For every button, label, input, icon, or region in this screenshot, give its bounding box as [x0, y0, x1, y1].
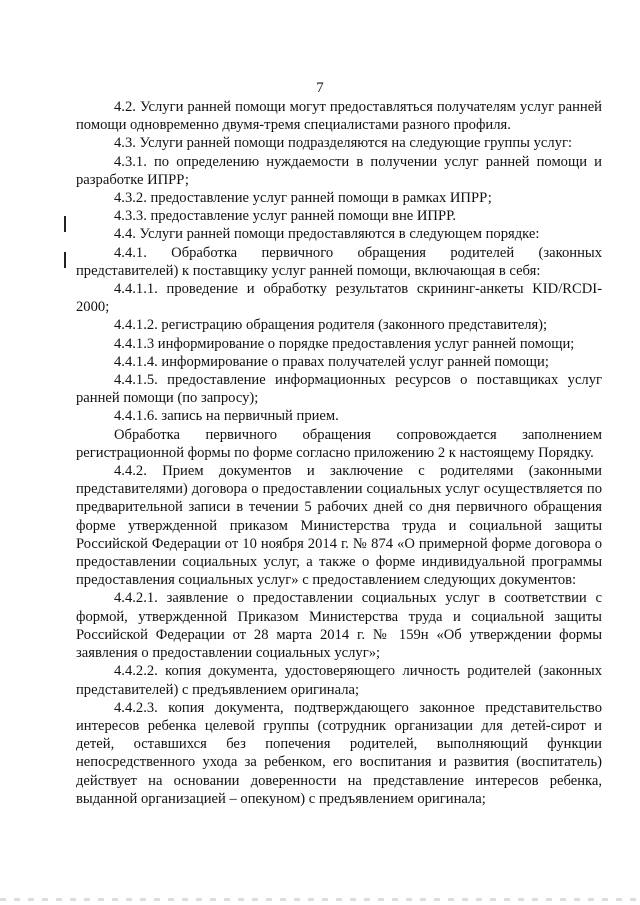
paragraph: 4.4.2. Прием документов и заключение с родителями (законными представителями) договора о предоставлении социальных услуг осуществляется по предварительной записи в течении 5 рабочих дней со дня первичного обращения форме утвержденной приказом Министерства труда и социальной защиты Российской Федерации от 10 ноября 2014 г. № 874 «О примерной форме договора о предоставлении социальных услуг, а также о форме индивидуальной программы предоставления социальных услуг» с предоставлением следующих документов:	[76, 463, 602, 589]
paragraph: 4.4. Услуги ранней помощи предоставляются в следующем порядке:	[114, 226, 540, 243]
paragraph: 4.3.2. предоставление услуг ранней помощи в рамках ИПРР;	[114, 190, 492, 207]
paragraph: 4.4.1.2. регистрацию обращения родителя (законного представителя);	[114, 317, 548, 334]
page-number: 7	[316, 80, 324, 96]
paragraph: 4.4.1.1. проведение и обработку результатов скрининг-анкеты KID/RCDI-2000;	[76, 281, 602, 316]
paragraph: 4.3.1. по определению нуждаемости в получении услуг ранней помощи и разработке ИПРР;	[76, 153, 602, 188]
paragraph: 4.2. Услуги ранней помощи могут предоставляться получателям услуг ранней помощи одновременно двумя-тремя специалистами разного профиля.	[76, 99, 602, 134]
paragraph: 4.4.1. Обработка первичного обращения родителей (законных представителей) к поставщику услуг ранней помощи, включающая в себя:	[76, 244, 602, 279]
paragraph: 4.4.1.6. запись на первичный прием.	[114, 408, 339, 425]
paragraph: 4.4.2.3. копия документа, подтверждающего законное представительство интересов ребенка целевой группы (сотрудник организации для детей-сирот и детей, оставшихся без попечения родителей, выполняющий функции непосредственного ухода за ребенком, его воспитания и развития (воспитатель) действует на основании доверенности на представление интересов ребенка, выданной организацией – опекуном) с предъявлением оригинала;	[76, 699, 602, 807]
paragraph: 4.4.1.3 информирование о порядке предоставления услуг ранней помощи;	[114, 335, 575, 352]
margin-mark	[64, 216, 66, 232]
paragraph: Обработка первичного обращения сопровождается заполнением регистрационной формы по форме согласно приложению 2 к настоящему Порядку.	[76, 426, 602, 461]
paragraph: 4.3.3. предоставление услуг ранней помощи вне ИПРР.	[114, 208, 457, 225]
scan-edge	[0, 898, 640, 901]
paragraph: 4.4.2.2. копия документа, удостоверяющего личность родителей (законных представителей) с предъявлением оригинала;	[76, 663, 602, 698]
document-body	[76, 98, 602, 808]
paragraph: 4.4.2.1. заявление о предоставлении социальных услуг в соответствии с формой, утвержденной Приказом Министерства труда и социальной защиты Российской Федерации от 28 марта 2014 г. № 159н «Об утверждении формы заявления о предоставлении социальных услуг»;	[76, 590, 602, 662]
margin-mark	[64, 252, 66, 268]
paragraph: 4.3. Услуги ранней помощи подразделяются на следующие группы услуг:	[114, 135, 573, 152]
paragraph: 4.4.1.4. информирование о правах получателей услуг ранней помощи;	[114, 353, 549, 370]
paragraph: 4.4.1.5. предоставление информационных ресурсов о поставщиках услуг ранней помощи (по запросу);	[76, 372, 602, 407]
